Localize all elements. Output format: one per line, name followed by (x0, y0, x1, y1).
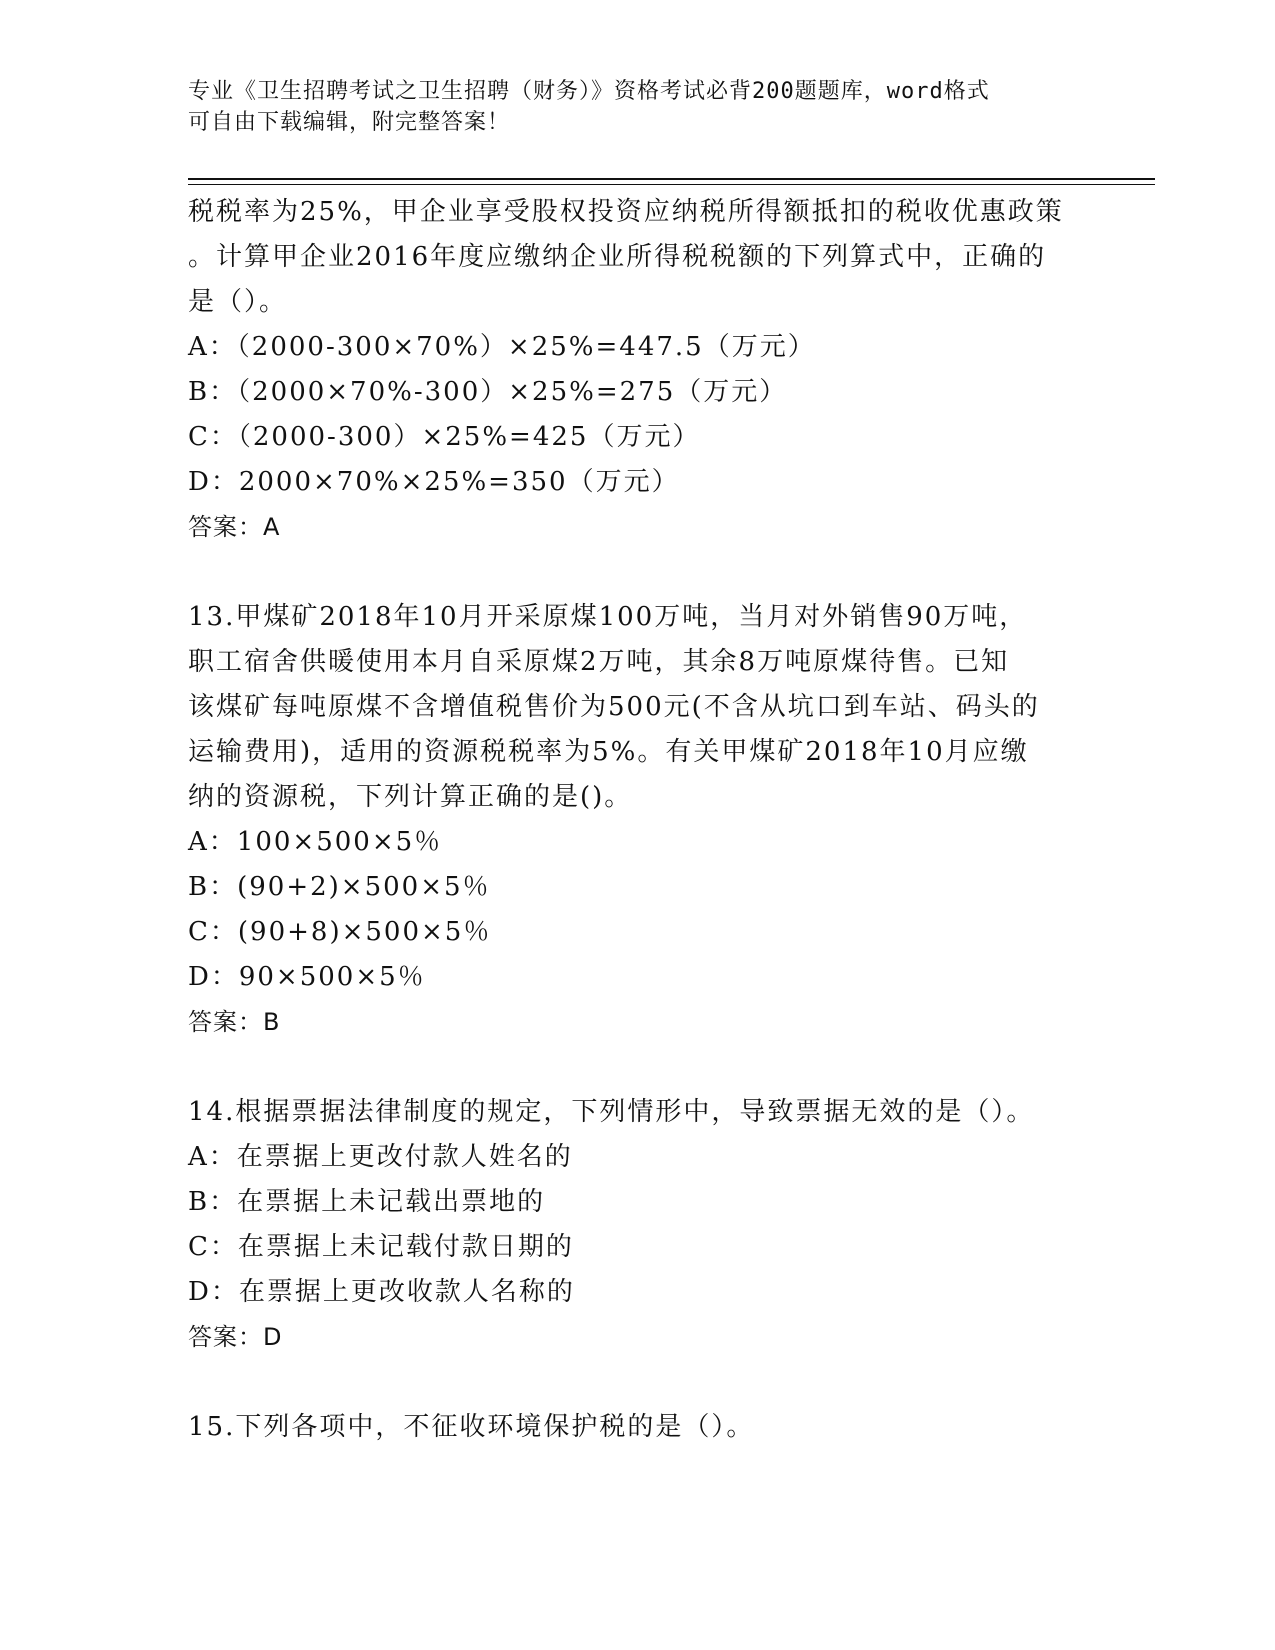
option-b: B：（2000×70%-300）×25%=275（万元） (188, 377, 788, 407)
question-text-line: 税税率为25%，甲企业享受股权投资应纳税所得额抵扣的税收优惠政策 (188, 197, 1064, 227)
question-text-line: 。计算甲企业2016年度应缴纳企业所得税税额的下列算式中，正确的 (188, 242, 1047, 272)
document-header (188, 76, 1088, 138)
option-d: D：90×500×5％ (188, 962, 426, 992)
question-text-line: 15.下列各项中，不征收环境保护税的是（）。 (188, 1412, 755, 1442)
option-a: A：100×500×5％ (188, 827, 443, 857)
option-a: A：在票据上更改付款人姓名的 (188, 1142, 573, 1172)
question-text-line: 14.根据票据法律制度的规定，下列情形中，导致票据无效的是（）。 (188, 1097, 1035, 1127)
option-a: A：（2000-300×70%）×25%=447.5（万元） (188, 332, 816, 362)
spacer (188, 1360, 1168, 1405)
question-12-continued (188, 190, 1168, 550)
question-text-line: 13.甲煤矿2018年10月开采原煤100万吨，当月对外销售90万吨， (188, 602, 1028, 632)
question-text-line: 是（）。 (188, 287, 288, 317)
answer-label: 答案：D (188, 1323, 283, 1351)
option-b: B：(90+2)×500×5％ (188, 872, 491, 902)
option-d: D：2000×70%×25%=350（万元） (188, 467, 680, 497)
header-line-2: 可自由下载编辑，附完整答案！ (188, 110, 511, 135)
option-c: C：（2000-300）×25%=425（万元） (188, 422, 701, 452)
question-text-line: 运输费用)，适用的资源税税率为5%。有关甲煤矿2018年10月应缴 (188, 737, 1029, 767)
question-text-line: 纳的资源税，下列计算正确的是()。 (188, 782, 633, 812)
header-rule-thin (188, 184, 1155, 185)
question-13 (188, 595, 1168, 1045)
option-d: D：在票据上更改收款人名称的 (188, 1277, 575, 1307)
question-list (188, 190, 1168, 1450)
header-rule-thick (188, 178, 1155, 180)
option-b: B：在票据上未记载出票地的 (188, 1187, 546, 1217)
header-line-1: 专业《卫生招聘考试之卫生招聘（财务）》资格考试必背200题题库，word格式 (188, 79, 990, 104)
question-14 (188, 1090, 1168, 1360)
question-text-line: 职工宿舍供暖使用本月自采原煤2万吨，其余8万吨原煤待售。已知 (188, 647, 1010, 677)
question-15 (188, 1405, 1168, 1450)
spacer (188, 550, 1168, 595)
option-c: C：(90+8)×500×5％ (188, 917, 492, 947)
question-text-line: 该煤矿每吨原煤不含增值税售价为500元(不含从坑口到车站、码头的 (188, 692, 1040, 722)
spacer (188, 1045, 1168, 1090)
answer-label: 答案：A (188, 513, 281, 541)
answer-label: 答案：B (188, 1008, 281, 1036)
option-c: C：在票据上未记载付款日期的 (188, 1232, 574, 1262)
